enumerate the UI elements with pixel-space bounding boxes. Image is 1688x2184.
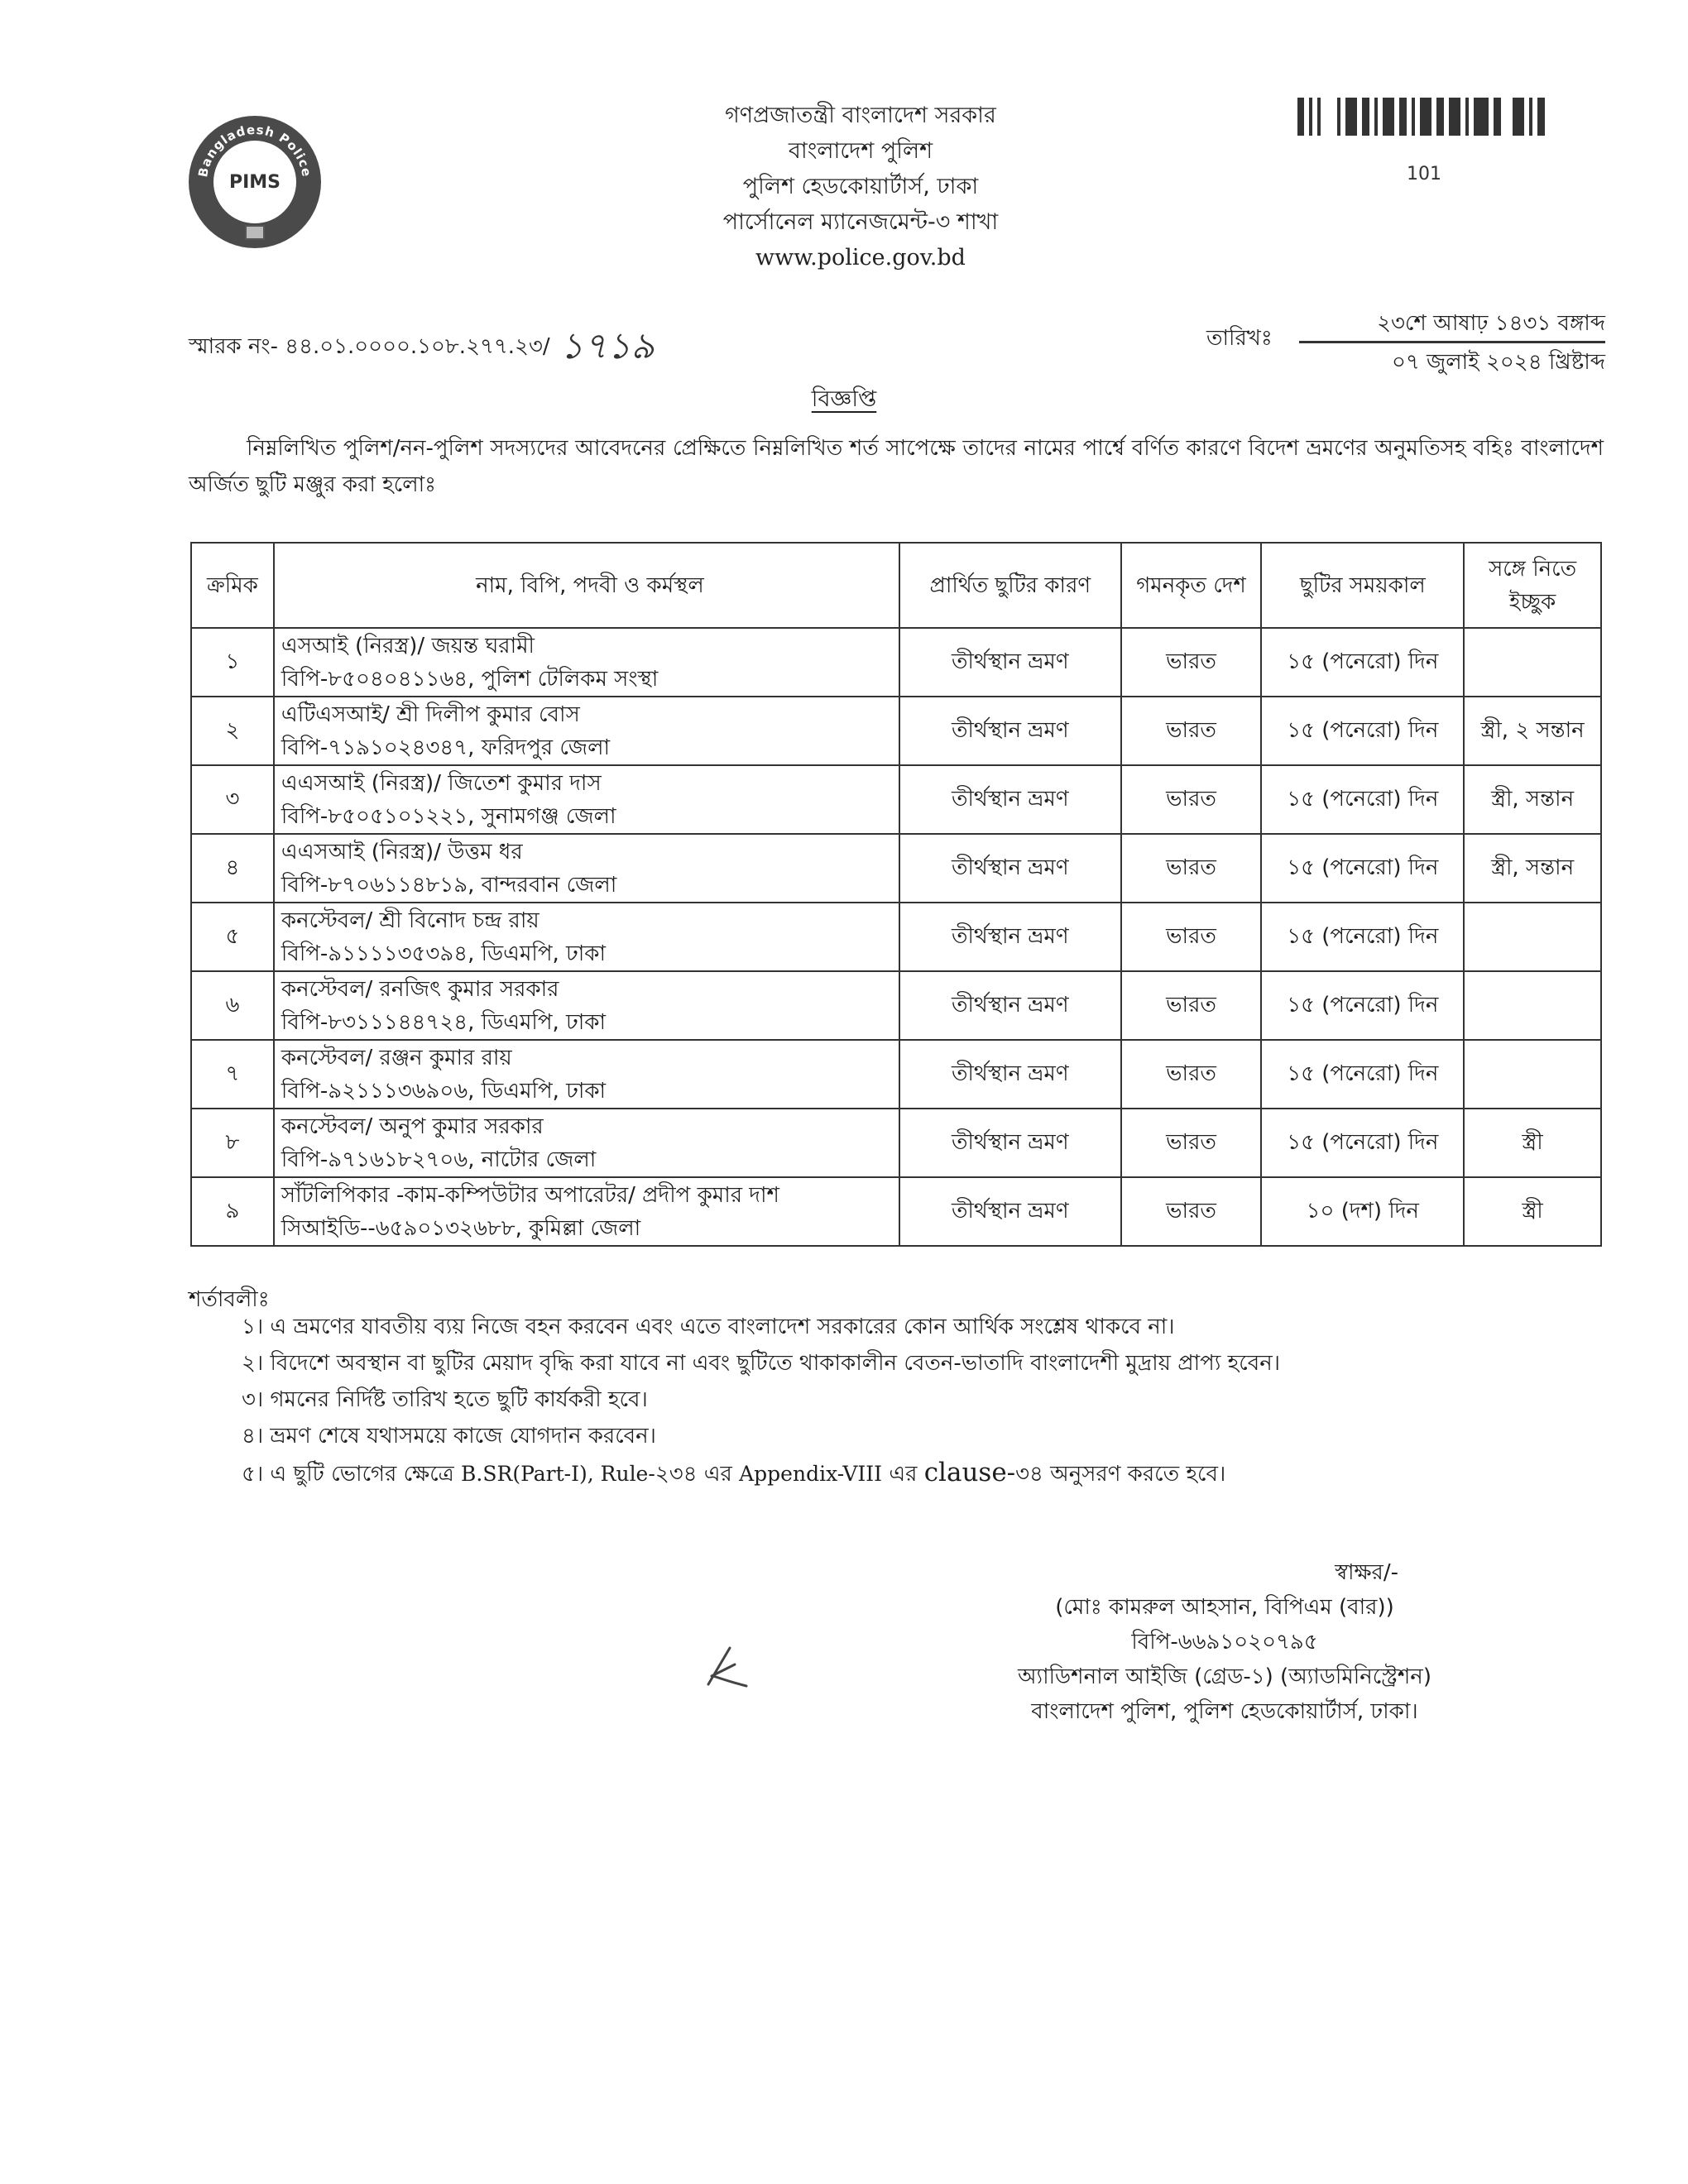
header-period: ছুটির সময়কাল (1261, 543, 1464, 628)
cell-reason: তীর্থস্থান ভ্রমণ (899, 1040, 1121, 1109)
memo-label: স্মারক নং- ৪৪.০১.০০০০.১০৮.২৭৭.২৩/ (189, 334, 550, 359)
memo-number (189, 318, 655, 379)
table-row (191, 765, 1601, 834)
name-designation: এটিএসআই/ শ্রী দিলীপ কুমার বোস (281, 702, 580, 727)
name-designation: কনস্টেবল/ রনজিৎ কুমার সরকার (281, 976, 559, 1002)
header-line-government: গণপ্রজাতন্ত্রী বাংলাদেশ সরকার (725, 103, 996, 128)
header-line-branch: পার্সোনেল ম্যানেজমেন্ট-৩ শাখা (722, 209, 999, 235)
cell-companion (1464, 628, 1601, 697)
cell-name (274, 1109, 899, 1177)
condition-5-rule: B.SR(Part-I), Rule- (461, 1462, 655, 1486)
date-label: তারিখঃ (1206, 326, 1273, 351)
bp-workplace: সিআইডি--৬৫৯০১৩২৬৮৮, কুমিল্লা জেলা (281, 1215, 641, 1241)
condition-5-mid2: এর (882, 1462, 924, 1487)
bp-workplace: বিপি-৯২১১১৩৬৯০৬, ডিএমপি, ঢাকা (281, 1078, 607, 1104)
notice-intro: নিম্নলিখিত পুলিশ/নন-পুলিশ সদস্যদের আবেদনের প্রেক্ষিতে নিম্নলিখিত শর্ত সাপেক্ষে তাদের নামের পার্শ্বে বর্ণিত কারণে বিদেশ ভ্রমণের অনুমতিসহ বহিঃ বাংলাদেশ অর্জিত ছুটি মঞ্জুর করা হলোঃ (189, 436, 1604, 497)
barcode-number: 101 (1407, 164, 1441, 184)
condition-item: ৩। গমনের নির্দিষ্ট তারিখ হতে ছুটি কার্যকরী হবে। (242, 1387, 648, 1412)
cell-name (274, 834, 899, 903)
condition-5-suffix: অনুসরণ করতে হবে। (1043, 1462, 1226, 1487)
name-designation: এএসআই (নিরস্ত্র)/ উত্তম ধর (281, 839, 523, 864)
svg-text:Bangladesh Police: Bangladesh Police (195, 122, 314, 179)
condition-item: ২। বিদেশে অবস্থান বা ছুটির মেয়াদ বৃদ্ধি করা যাবে না এবং ছুটিতে থাকাকালীন বেতন-ভাতাদি বাংলাদেশী মুদ্রায় প্রাপ্য হবেন। (242, 1351, 1281, 1376)
cell-country: ভারত (1121, 971, 1262, 1040)
name-designation: কনস্টেবল/ শ্রী বিনোদ চন্দ্র রায় (281, 908, 539, 933)
cell-country: ভারত (1121, 1177, 1262, 1246)
date-gregorian: ০৭ জুলাই ২০২৪ খ্রিষ্টাব্দ (1391, 350, 1605, 375)
condition-item (242, 1454, 1280, 1492)
cell-period: ১৫ (পনেরো) দিন (1261, 971, 1464, 1040)
cell-country: ভারত (1121, 765, 1262, 834)
conditions-label: শর্তাবলীঃ (189, 1287, 270, 1312)
cell-reason: তীর্থস্থান ভ্রমণ (899, 697, 1121, 765)
cell-companion (1464, 1040, 1601, 1109)
name-designation: এএসআই (নিরস্ত্র)/ জিতেশ কুমার দাস (281, 770, 602, 796)
bp-workplace: বিপি-৯৭১৬১৮২৭০৬, নাটোর জেলা (281, 1147, 597, 1172)
cell-name (274, 628, 899, 697)
bp-workplace: বিপি-৮৫০৫১০১২২১, সুনামগঞ্জ জেলা (281, 803, 616, 829)
signatory-designation: অ্যাডিশনাল আইজি (গ্রেড-১) (অ্যাডমিনিস্ট্রেশন) (1018, 1664, 1431, 1689)
condition-item: ১। এ ভ্রমণের যাবতীয় ব্যয় নিজে বহন করবেন এবং এতে বাংলাদেশ সরকারের কোন আর্থিক সংশ্লেষ থাকবে না। (242, 1315, 1175, 1339)
cell-serial: ৯ (191, 1177, 274, 1246)
signatory-bp: বিপি-৬৬৯১০২০৭৯৫ (1131, 1630, 1318, 1655)
cell-reason: তীর্থস্থান ভ্রমণ (899, 1177, 1121, 1246)
conditions-list (242, 1309, 1280, 1492)
cell-country: ভারত (1121, 628, 1262, 697)
barcode (1297, 98, 1550, 136)
cell-companion: স্ত্রী, ২ সন্তান (1464, 697, 1601, 765)
name-designation: কনস্টেবল/ অনুপ কুমার সরকার (281, 1114, 544, 1139)
condition-5-clause: clause- (923, 1458, 1016, 1487)
cell-name (274, 1177, 899, 1246)
cell-name (274, 971, 899, 1040)
logo-center: PIMS (213, 141, 296, 223)
header-line-police: বাংলাদেশ পুলিশ (788, 138, 933, 164)
bangladesh-police-pims-logo (189, 116, 321, 248)
cell-period: ১৫ (পনেরো) দিন (1261, 1040, 1464, 1109)
cell-country: ভারত (1121, 834, 1262, 903)
cell-companion: স্ত্রী, সন্তান (1464, 834, 1601, 903)
leave-table (190, 542, 1602, 1247)
logo-plaque (245, 225, 265, 240)
header-companion: সঙ্গে নিতে ইচ্ছুক (1464, 543, 1601, 628)
table-row (191, 903, 1601, 971)
cell-serial: ৪ (191, 834, 274, 903)
cell-reason: তীর্থস্থান ভ্রমণ (899, 834, 1121, 903)
cell-companion (1464, 971, 1601, 1040)
table-row (191, 697, 1601, 765)
cell-country: ভারত (1121, 697, 1262, 765)
table-header-row (191, 543, 1601, 628)
cell-reason: তীর্থস্থান ভ্রমণ (899, 971, 1121, 1040)
header-reason: প্রার্থিত ছুটির কারণ (899, 543, 1121, 628)
condition-5-appendix: Appendix-VIII (739, 1462, 883, 1486)
cell-country: ভারত (1121, 1109, 1262, 1177)
condition-5-clause-no: ৩৪ (1015, 1462, 1043, 1487)
date-block (1299, 308, 1605, 378)
name-designation: সাঁটলিপিকার -কাম-কম্পিউটার অপারেটর/ প্রদীপ কুমার দাশ (281, 1182, 779, 1208)
cell-period: ১৫ (পনেরো) দিন (1261, 628, 1464, 697)
cell-serial: ৩ (191, 765, 274, 834)
handwritten-memo-number: ১৭১৯ (559, 325, 655, 367)
condition-5-prefix: ৫। এ ছুটি ভোগের ক্ষেত্রে (242, 1462, 462, 1487)
cell-serial: ৮ (191, 1109, 274, 1177)
bp-workplace: বিপি-৮৩১১১৪৪৭২৪, ডিএমপি, ঢাকা (281, 1009, 607, 1035)
cell-country: ভারত (1121, 903, 1262, 971)
bp-workplace: বিপি-৮৫০৪০৪১১৬৪, পুলিশ টেলিকম সংস্থা (281, 666, 659, 692)
bp-workplace: বিপি-৯১১১১৩৫৩৯৪, ডিএমপি, ঢাকা (281, 941, 606, 966)
cell-reason: তীর্থস্থান ভ্রমণ (899, 1109, 1121, 1177)
cell-period: ১৫ (পনেরো) দিন (1261, 834, 1464, 903)
bp-workplace: বিপি-৭১৯১০২৪৩৪৭, ফরিদপুর জেলা (281, 735, 611, 760)
website-link[interactable]: www.police.gov.bd (755, 245, 966, 271)
signatory-name: (মোঃ কামরুল আহসান, বিপিএম (বার)) (1055, 1595, 1394, 1620)
cell-companion (1464, 903, 1601, 971)
signatory-office: বাংলাদেশ পুলিশ, পুলিশ হেডকোয়ার্টার্স, ঢাকা। (1031, 1699, 1418, 1724)
notice-title: বিজ্ঞপ্তি (811, 386, 877, 412)
condition-item: ৪। ভ্রমণ শেষে যথাসময়ে কাজে যোগদান করবেন। (242, 1424, 656, 1449)
cell-period: ১০ (দশ) দিন (1261, 1177, 1464, 1246)
table-row (191, 834, 1601, 903)
cell-serial: ৭ (191, 1040, 274, 1109)
date-bangla: ২৩শে আষাঢ় ১৪৩১ বঙ্গাব্দ (1299, 308, 1605, 343)
cell-companion: স্ত্রী (1464, 1109, 1601, 1177)
cell-serial: ১ (191, 628, 274, 697)
cell-name (274, 765, 899, 834)
header-line-headquarters: পুলিশ হেডকোয়ার্টার্স, ঢাকা (742, 174, 979, 199)
table-row (191, 628, 1601, 697)
cell-reason: তীর্থস্থান ভ্রমণ (899, 628, 1121, 697)
header-serial: ক্রমিক (191, 543, 274, 628)
bp-workplace: বিপি-৮৭০৬১১৪৮১৯, বান্দরবান জেলা (281, 872, 617, 898)
cell-serial: ৬ (191, 971, 274, 1040)
cell-period: ১৫ (পনেরো) দিন (1261, 697, 1464, 765)
name-designation: এসআই (নিরস্ত্র)/ জয়ন্ত ঘরামী (281, 633, 535, 659)
condition-5-rule-no: ২৩৪ (655, 1462, 698, 1487)
cell-companion: স্ত্রী (1464, 1177, 1601, 1246)
cell-reason: তীর্থস্থান ভ্রমণ (899, 765, 1121, 834)
header-country: গমনকৃত দেশ (1121, 543, 1262, 628)
signature-block (976, 1555, 1473, 1729)
signature-label: স্বাক্ষর/- (1335, 1560, 1398, 1585)
cell-period: ১৫ (পনেরো) দিন (1261, 765, 1464, 834)
cell-serial: ২ (191, 697, 274, 765)
cell-companion: স্ত্রী, সন্তান (1464, 765, 1601, 834)
cell-name (274, 1040, 899, 1109)
table-row (191, 1177, 1601, 1246)
letterhead (645, 98, 1076, 275)
cell-period: ১৫ (পনেরো) দিন (1261, 903, 1464, 971)
table-row (191, 1040, 1601, 1109)
condition-5-mid: এর (697, 1462, 740, 1487)
cell-country: ভারত (1121, 1040, 1262, 1109)
cell-name (274, 903, 899, 971)
table-row (191, 1109, 1601, 1177)
cell-serial: ৫ (191, 903, 274, 971)
cell-period: ১৫ (পনেরো) দিন (1261, 1109, 1464, 1177)
cell-reason: তীর্থস্থান ভ্রমণ (899, 903, 1121, 971)
cell-name (274, 697, 899, 765)
handwritten-initial (703, 1646, 753, 1688)
header-name: নাম, বিপি, পদবী ও কর্মস্থল (274, 543, 899, 628)
table-row (191, 971, 1601, 1040)
name-designation: কনস্টেবল/ রঞ্জন কুমার রায় (281, 1045, 512, 1070)
